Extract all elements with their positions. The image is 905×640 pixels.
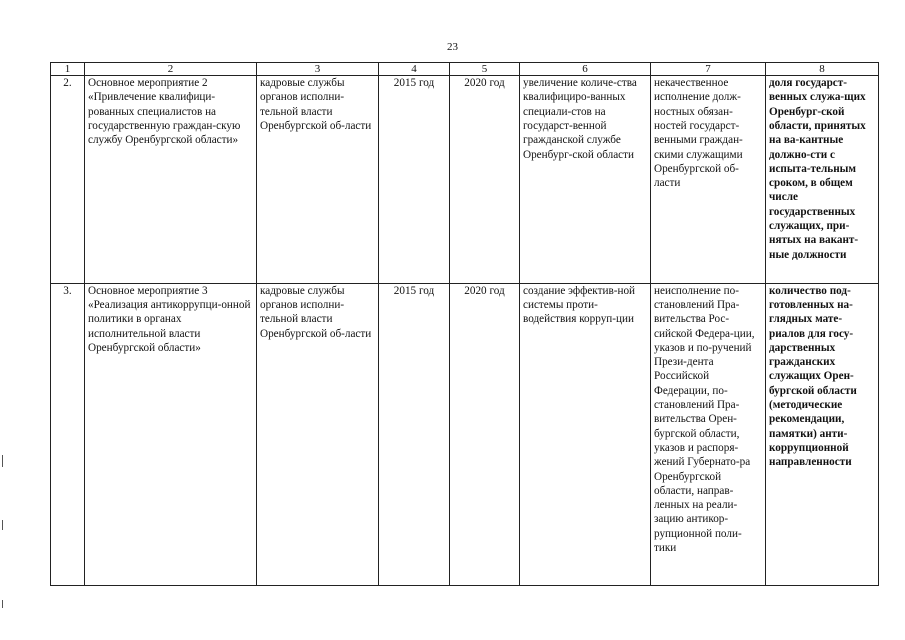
header-cell-1: 1 xyxy=(51,63,85,76)
activity-name: Основное мероприятие 2 «Привлечение квалифици-рованных специалистов на государственную граждан-скую службу Оренбургской области» xyxy=(85,76,257,284)
scan-edge-mark xyxy=(2,455,3,467)
activities-table xyxy=(50,62,879,586)
executor: кадровые службы органов исполни-тельной власти Оренбургской об-ласти xyxy=(257,283,379,585)
table-header-row xyxy=(51,63,879,76)
end-year: 2020 год xyxy=(450,283,520,585)
start-year: 2015 год xyxy=(379,283,450,585)
activity-name: Основное мероприятие 3 «Реализация антикоррупци-онной политики в органах исполнительной власти Оренбургской области» xyxy=(85,283,257,585)
non-implementation-consequence: некачественное исполнение долж-ностных обязан-ностей государст-венными граждан-скими служащими Оренбургской об-ласти xyxy=(651,76,766,284)
non-implementation-consequence: неисполнение по-становлений Пра-вительства Рос-сийской Федера-ции, указов и по-ручений Прези-дента Российской Федерации, по-становлений Пра-вительства Орен-бургской области, указов и распоря-жений Губернато-ра Оренбургской области, направ-ленных на реали-зацию антикор-рупционной поли-тики xyxy=(651,283,766,585)
page-number: 23 xyxy=(447,41,458,53)
expected-result: увеличение количе-ства квалифициро-ванных специали-стов на государст-венной гражданской службе Оренбург-ской области xyxy=(520,76,651,284)
header-cell-5: 5 xyxy=(450,63,520,76)
scan-edge-mark xyxy=(2,520,3,530)
header-cell-8: 8 xyxy=(766,63,879,76)
table-row xyxy=(51,76,879,284)
end-year: 2020 год xyxy=(450,76,520,284)
row-number: 3. xyxy=(51,283,85,585)
expected-result: создание эффектив-ной системы проти-водействия корруп-ции xyxy=(520,283,651,585)
scan-edge-mark xyxy=(2,600,3,608)
header-cell-6: 6 xyxy=(520,63,651,76)
header-cell-2: 2 xyxy=(85,63,257,76)
indicator: доля государст-венных служа-щих Оренбург-ской области, принятых на ва-кантные должно-сти с испыта-тельным сроком, в общем числе государственных служащих, при-нятых на вакант-ные должности xyxy=(766,76,879,284)
header-cell-3: 3 xyxy=(257,63,379,76)
start-year: 2015 год xyxy=(379,76,450,284)
executor: кадровые службы органов исполни-тельной власти Оренбургской об-ласти xyxy=(257,76,379,284)
row-number: 2. xyxy=(51,76,85,284)
header-cell-4: 4 xyxy=(379,63,450,76)
indicator: количество под-готовленных на-глядных мате-риалов для госу-дарственных гражданских служащих Орен-бургской области (методические рекомендации, памятки) анти-коррупционной направленности xyxy=(766,283,879,585)
header-cell-7: 7 xyxy=(651,63,766,76)
table-row xyxy=(51,283,879,585)
